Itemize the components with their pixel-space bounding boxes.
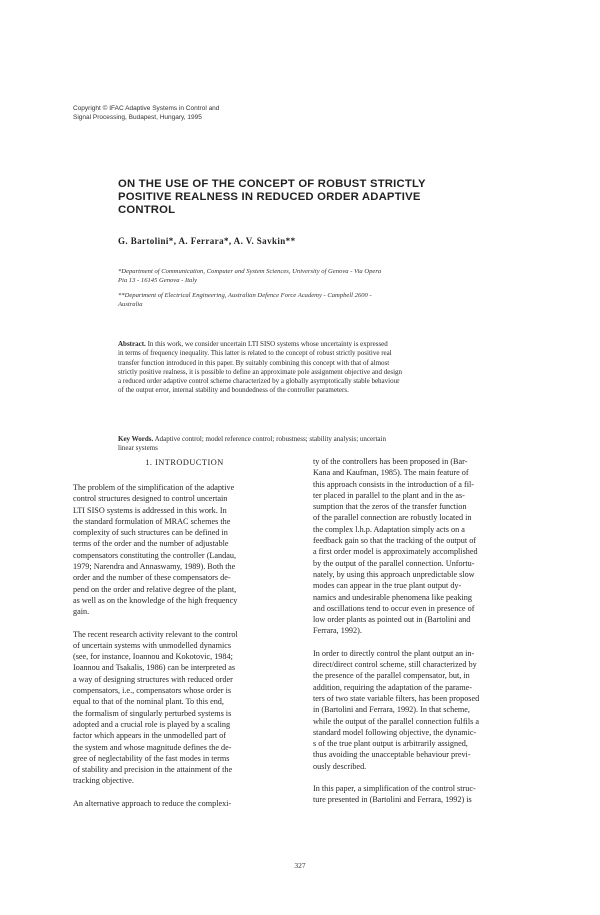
keywords-line: linear systems: [118, 444, 158, 453]
text-line: s of the true plant output is arbitrarily assigned,: [313, 739, 468, 749]
text-line: a way of designing structures with reduced order: [73, 674, 233, 684]
affiliation-line: Pia 13 - 16145 Genova - Italy: [118, 277, 198, 284]
abstract-line: transfer function introduced in this paper. By suitably combining this concept with that of almost: [118, 358, 390, 367]
text-line: and oscillations tend to occur even in presence of: [313, 603, 475, 613]
text-line: feedback gain so that the tracking of the output of: [313, 536, 477, 546]
page-number: 327: [294, 861, 306, 870]
abstract-line: a reduced order adaptive control scheme characterized by a globally asymptotically stable behaviour: [118, 377, 400, 386]
copyright-line: Signal Processing, Budapest, Hungary, 1995: [73, 114, 202, 121]
text-line: (see, for instance, Ioannou and Kokotovic, 1984;: [73, 652, 233, 662]
text-line: a first order model is approximately accomplished: [313, 547, 478, 557]
abstract-label: Abstract.: [118, 340, 146, 348]
keywords: [118, 435, 518, 454]
keywords-text: Adaptive control; model reference control; robustness; stability analysis; uncertain: [153, 435, 386, 443]
abstract-line: in terms of frequency inequality. This latter is related to the concept of robust strictly positive real: [118, 349, 392, 358]
text-line: compensators, i.e., compensators whose order is: [73, 686, 232, 696]
section-heading-introduction: 1. INTRODUCTION: [145, 458, 224, 467]
affiliation-adfa: [118, 291, 518, 309]
affiliation-line: Australia: [118, 301, 143, 308]
text-line: 1979; Narendra and Annaswamy, 1989). Both the: [73, 562, 236, 572]
text-line: the formalism of singularly perturbed systems is: [73, 708, 232, 718]
text-line: ters of two state variable filters, has been proposed: [313, 693, 480, 703]
text-line: low order plants as pointed out in (Bartolini and: [313, 615, 471, 625]
text-line: LTI SISO systems is addressed in this work. In: [73, 505, 227, 515]
text-line: ture presented in (Bartolini and Ferrara, 1992) is: [313, 795, 472, 805]
title-line: POSITIVE REALNESS IN REDUCED ORDER ADAPTIVE: [118, 191, 421, 203]
text-line: while the output of the parallel connection fulfils a: [313, 716, 479, 726]
text-line: ously described.: [313, 761, 367, 771]
affiliation-genova: [118, 267, 518, 285]
text-line: of uncertain systems with unmodelled dynamics: [73, 640, 232, 650]
keywords-label: Key Words.: [118, 435, 154, 443]
text-line: The recent research activity relevant to the control: [73, 629, 238, 639]
text-line: modes can appear in the true plant output dy-: [313, 581, 462, 591]
affiliation-line: **Department of Electrical Engineering, Australian Defence Force Academy - Campbell 2600 -: [118, 292, 372, 299]
copyright-line: Copyright © IFAC Adaptive Systems in Control and: [73, 105, 220, 112]
title-line: ON THE USE OF THE CONCEPT OF ROBUST STRICTLY: [118, 178, 426, 190]
text-line: order and the number of these compensators de-: [73, 573, 231, 583]
text-line: complexity of such structures can be defined in: [73, 528, 228, 538]
abstract-line: of the output error, internal stability and boundedness of the controller parameters.: [118, 386, 349, 395]
copyright-notice: [73, 104, 293, 122]
text-line: nately, by using this approach unpredictable slow: [313, 569, 475, 579]
text-line: Kana and Kaufman, 1985). The main feature of: [313, 468, 469, 478]
text-line: in (Bartolini and Ferrara, 1992). In that scheme,: [313, 705, 470, 715]
text-line: adopted and a crucial role is played by a scaling: [73, 719, 231, 729]
text-line: tracking objective.: [73, 776, 134, 786]
abstract: [118, 340, 518, 396]
text-line: The problem of the simplification of the adaptive: [73, 483, 235, 492]
text-line: the standard formulation of MRAC schemes the: [73, 516, 231, 526]
affiliation-line: *Department of Communication, Computer and System Sciences, University of Genova - Via Opera: [118, 268, 382, 275]
text-line: by the output of the parallel connection. Unfortu-: [313, 558, 475, 568]
text-line: Ferrara, 1992).: [313, 626, 362, 636]
left-column: [73, 482, 303, 809]
text-line: the complex l.h.p. Adaptation simply acts on a: [313, 524, 465, 534]
text-line: of the parallel connection are robustly located in: [313, 513, 472, 523]
text-line: An alternative approach to reduce the complexi-: [73, 798, 232, 808]
abstract-line: [118, 340, 518, 349]
paper-title: [118, 178, 518, 217]
text-line: of stability and precision in the attainment of the: [73, 765, 233, 775]
text-line: namics and undesirable phenomena like peaking: [313, 592, 472, 602]
text-line: ty of the controllers has been proposed in (Bar-: [313, 457, 468, 466]
text-line: ter placed in parallel to the plant and in the as-: [313, 490, 465, 500]
author-list: G. Bartolini*, A. Ferrara*, A. V. Savkin**: [118, 236, 296, 246]
text-line: compensators constituting the controller (Landau,: [73, 550, 237, 560]
text-line: In order to directly control the plant output an in-: [313, 648, 475, 658]
text-line: direct/direct control scheme, still characterized by: [313, 660, 477, 670]
keywords-line: [118, 435, 518, 444]
text-line: In this paper, a simplification of the control struc-: [313, 784, 476, 794]
text-line: the presence of the parallel compensator, but, in: [313, 671, 470, 681]
text-line: equal to that of the nominal plant. To this end,: [73, 697, 224, 707]
text-line: Ioannou and Tsakalis, 1986) can be interpreted as: [73, 663, 236, 673]
right-column: [313, 456, 543, 806]
abstract-line: strictly positive realness, it is possible to define an approximate pole assignment objective and design: [118, 367, 403, 376]
text-line: pend on the order and relative degree of the plant,: [73, 584, 237, 594]
text-line: addition, requiring the adaptation of the parame-: [313, 682, 472, 692]
text-line: terms of the order and the number of adjustable: [73, 539, 229, 549]
text-line: control structures designed to control uncertain: [73, 494, 228, 504]
text-line: standard model following objective, the dynamic-: [313, 727, 477, 737]
text-line: gain.: [73, 607, 90, 617]
title-line: CONTROL: [118, 204, 176, 216]
text-line: as well as on the knowledge of the high frequency: [73, 595, 238, 605]
text-line: thus avoiding the unacceptable behaviour previ-: [313, 750, 471, 760]
text-line: this approach consists in the introduction of a fil-: [313, 479, 474, 489]
text-line: gree of neglectability of the fast modes in terms: [73, 753, 230, 763]
text-line: factor which appears in the unmodelled part of: [73, 731, 227, 741]
abstract-text: In this work, we consider uncertain LTI SISO systems whose uncertainty is expressed: [145, 340, 388, 348]
text-line: sumption that the zeros of the transfer function: [313, 502, 467, 512]
text-line: the system and whose magnitude defines the de-: [73, 742, 232, 752]
